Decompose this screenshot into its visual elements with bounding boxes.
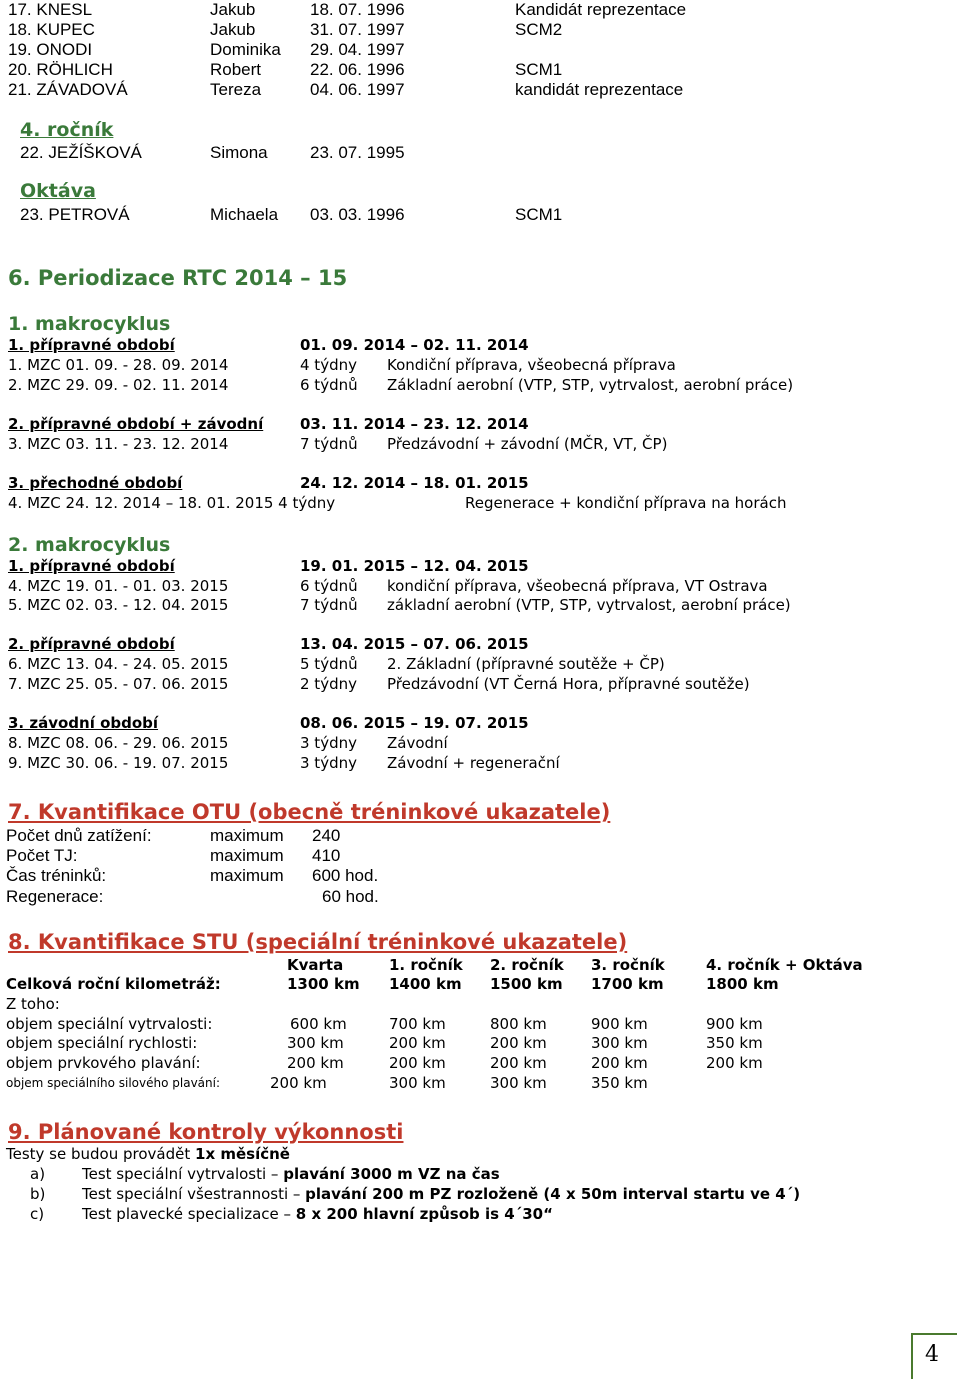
otu-label: Regenerace: <box>6 887 104 906</box>
student-birthdate: 22. 06. 1996 <box>310 60 405 79</box>
stu-cell: 900 km <box>706 1015 763 1033</box>
otu-value: 600 hod. <box>312 866 379 885</box>
section-heading-otu: 7. Kvantifikace OTU (obecně tréninkové ukazatele) <box>8 800 611 824</box>
period-label: 1. přípravné období <box>8 336 175 354</box>
otu-qualifier: maximum <box>210 866 284 885</box>
otu-value: 240 <box>312 826 341 845</box>
student-note: SCM1 <box>515 205 563 224</box>
page-number: 4 <box>925 1342 939 1367</box>
column-header: Kvarta <box>287 956 344 974</box>
mzc-content: 2. Základní (přípravné soutěže + ČP) <box>387 655 665 673</box>
stu-cell: 350 km <box>591 1074 648 1092</box>
student-note: SCM2 <box>515 20 563 39</box>
macrocycle-heading: 1. makrocyklus <box>8 313 171 335</box>
student-first-name: Robert <box>210 60 262 79</box>
mzc-content: Závodní <box>387 734 448 752</box>
mzc-row: 6. MZC 13. 04. - 24. 05. 2015 <box>8 655 229 673</box>
test-name: Test plavecké specializace – <box>82 1205 296 1223</box>
student-first-name: Tereza <box>210 80 262 99</box>
stu-cell: 900 km <box>591 1015 648 1033</box>
test-name: Test speciální vytrvalosti – <box>82 1165 284 1183</box>
mzc-content: Základní aerobní (VTP, STP, vytrvalost, aerobní práce) <box>387 376 794 394</box>
stu-row-label: objem speciální rychlosti: <box>6 1034 198 1052</box>
mzc-weeks: 6 týdnů <box>300 577 358 595</box>
stu-cell: 200 km <box>490 1034 547 1052</box>
student-name: 22. JEŽÍŠKOVÁ <box>20 143 142 162</box>
period-dates: 01. 09. 2014 – 02. 11. 2014 <box>300 336 529 354</box>
student-first-name: Jakub <box>210 0 256 19</box>
stu-total-value: 1500 km <box>490 975 563 993</box>
student-first-name: Simona <box>210 143 268 162</box>
student-birthdate: 03. 03. 1996 <box>310 205 405 224</box>
student-birthdate: 31. 07. 1997 <box>310 20 405 39</box>
stu-row-label: objem speciálního silového plavání: <box>6 1076 221 1090</box>
stu-cell: 200 km <box>270 1074 327 1092</box>
stu-cell: 300 km <box>287 1034 344 1052</box>
period-label: 3. přechodné období <box>8 474 183 492</box>
student-first-name: Michaela <box>210 205 279 224</box>
mzc-row: 1. MZC 01. 09. - 28. 09. 2014 <box>8 356 229 374</box>
mzc-weeks: 7 týdnů <box>300 435 358 453</box>
period-label: 1. přípravné období <box>8 557 175 575</box>
kontroly-intro-text: Testy se budou provádět <box>6 1145 196 1163</box>
stu-cell: 300 km <box>490 1074 547 1092</box>
period-dates: 08. 06. 2015 – 19. 07. 2015 <box>300 714 529 732</box>
macrocycle-heading: 2. makrocyklus <box>8 534 171 556</box>
student-name: 20. RÖHLICH <box>8 60 113 79</box>
student-note: kandidát reprezentace <box>515 80 684 99</box>
mzc-content: Předzávodní + závodní (MČR, VT, ČP) <box>387 435 668 453</box>
otu-qualifier: maximum <box>210 826 284 845</box>
mzc-content: Kondiční příprava, všeobecná příprava <box>387 356 676 374</box>
student-name: 19. ONODI <box>8 40 93 59</box>
period-label: 2. přípravné období <box>8 635 175 653</box>
test-name: Test speciální všestrannosti – <box>82 1185 306 1203</box>
test-detail: plavání 200 m PZ rozloženě (4 x 50m interval startu ve 4´) <box>305 1185 801 1203</box>
mzc-weeks: 3 týdny <box>300 734 357 752</box>
stu-total-value: 1400 km <box>389 975 462 993</box>
mzc-weeks: 4 týdny <box>300 356 357 374</box>
stu-cell: 350 km <box>706 1034 763 1052</box>
section-heading-kontroly: 9. Plánované kontroly výkonnosti <box>8 1120 404 1144</box>
mzc-weeks: 7 týdnů <box>300 596 358 614</box>
student-birthdate: 18. 07. 1996 <box>310 0 405 19</box>
student-name: 23. PETROVÁ <box>20 205 130 224</box>
stu-cell: 200 km <box>706 1054 763 1072</box>
mzc-content: základní aerobní (VTP, STP, vytrvalost, aerobní práce) <box>387 596 791 614</box>
stu-cell: 200 km <box>389 1054 446 1072</box>
stu-cell: 200 km <box>287 1054 344 1072</box>
stu-cell: 200 km <box>490 1054 547 1072</box>
mzc-row: 7. MZC 25. 05. - 07. 06. 2015 <box>8 675 229 693</box>
stu-row-label: objem speciální vytrvalosti: <box>6 1015 213 1033</box>
student-birthdate: 29. 04. 1997 <box>310 40 405 59</box>
period-dates: 19. 01. 2015 – 12. 04. 2015 <box>300 557 529 575</box>
period-label: 2. přípravné období + závodní <box>8 415 264 433</box>
student-name: 18. KUPEC <box>8 20 95 39</box>
period-label: 3. závodní období <box>8 714 159 732</box>
mzc-weeks: 5 týdnů <box>300 655 358 673</box>
test-item <box>82 1165 500 1183</box>
student-note: Kandidát reprezentace <box>515 0 687 19</box>
section-heading-oktava: Oktáva <box>20 180 96 202</box>
section-heading-periodizace: 6. Periodizace RTC 2014 – 15 <box>8 266 348 290</box>
test-detail: plavání 3000 m VZ na čas <box>283 1165 500 1183</box>
mzc-row: 4. MZC 19. 01. - 01. 03. 2015 <box>8 577 229 595</box>
otu-value: 410 <box>312 846 341 865</box>
column-header: 2. ročník <box>490 956 564 974</box>
mzc-content: Regenerace + kondiční příprava na horách <box>465 494 787 512</box>
otu-label: Počet TJ: <box>6 846 78 865</box>
kontroly-frequency: 1x měsíčně <box>195 1145 290 1163</box>
otu-value: 60 hod. <box>322 887 379 906</box>
test-letter: b) <box>30 1185 46 1203</box>
student-note: SCM1 <box>515 60 563 79</box>
mzc-content: kondiční příprava, všeobecná příprava, VT Ostrava <box>387 577 768 595</box>
mzc-row: 3. MZC 03. 11. - 23. 12. 2014 <box>8 435 229 453</box>
stu-ztoho: Z toho: <box>6 995 60 1013</box>
mzc-row: 8. MZC 08. 06. - 29. 06. 2015 <box>8 734 229 752</box>
student-first-name: Jakub <box>210 20 256 39</box>
period-dates: 24. 12. 2014 – 18. 01. 2015 <box>300 474 529 492</box>
mzc-row: 2. MZC 29. 09. - 02. 11. 2014 <box>8 376 229 394</box>
column-header: 1. ročník <box>389 956 463 974</box>
period-dates: 13. 04. 2015 – 07. 06. 2015 <box>300 635 529 653</box>
stu-cell: 300 km <box>591 1034 648 1052</box>
period-dates: 03. 11. 2014 – 23. 12. 2014 <box>300 415 529 433</box>
stu-cell: 200 km <box>389 1034 446 1052</box>
otu-qualifier: maximum <box>210 846 284 865</box>
section-heading-stu: 8. Kvantifikace STU (speciální tréninkové ukazatele) <box>8 930 628 954</box>
student-birthdate: 04. 06. 1997 <box>310 80 405 99</box>
column-header: 3. ročník <box>591 956 665 974</box>
student-name: 21. ZÁVADOVÁ <box>8 80 128 99</box>
stu-row-label: objem prvkového plavání: <box>6 1054 201 1072</box>
student-first-name: Dominika <box>210 40 281 59</box>
mzc-weeks: 6 týdnů <box>300 376 358 394</box>
stu-total-value: 1700 km <box>591 975 664 993</box>
test-letter: c) <box>30 1205 45 1223</box>
stu-cell: 700 km <box>389 1015 446 1033</box>
stu-cell: 200 km <box>591 1054 648 1072</box>
mzc-content: Předzávodní (VT Černá Hora, přípravné soutěže) <box>387 675 750 693</box>
kontroly-intro <box>6 1145 290 1163</box>
mzc-content: Závodní + regenerační <box>387 754 560 772</box>
column-header: 4. ročník + Oktáva <box>706 956 863 974</box>
stu-cell: 800 km <box>490 1015 547 1033</box>
stu-total-value: 1800 km <box>706 975 779 993</box>
mzc-weeks: 2 týdny <box>300 675 357 693</box>
test-item <box>82 1205 553 1223</box>
stu-total-value: 1300 km <box>287 975 360 993</box>
section-heading-rocnik4: 4. ročník <box>20 119 114 141</box>
test-item <box>82 1185 800 1203</box>
mzc-row: 4. MZC 24. 12. 2014 – 18. 01. 2015 4 týdny <box>8 494 336 512</box>
test-letter: a) <box>30 1165 46 1183</box>
otu-label: Počet dnů zatížení: <box>6 826 152 845</box>
mzc-weeks: 3 týdny <box>300 754 357 772</box>
stu-cell: 300 km <box>389 1074 446 1092</box>
student-birthdate: 23. 07. 1995 <box>310 143 405 162</box>
otu-label: Čas tréninků: <box>6 866 107 885</box>
stu-total-label: Celková roční kilometráž: <box>6 975 221 993</box>
mzc-row: 5. MZC 02. 03. - 12. 04. 2015 <box>8 596 229 614</box>
stu-cell: 600 km <box>290 1015 347 1033</box>
test-detail: 8 x 200 hlavní způsob is 4´30“ <box>295 1205 553 1223</box>
student-name: 17. KNESL <box>8 0 93 19</box>
mzc-row: 9. MZC 30. 06. - 19. 07. 2015 <box>8 754 229 772</box>
